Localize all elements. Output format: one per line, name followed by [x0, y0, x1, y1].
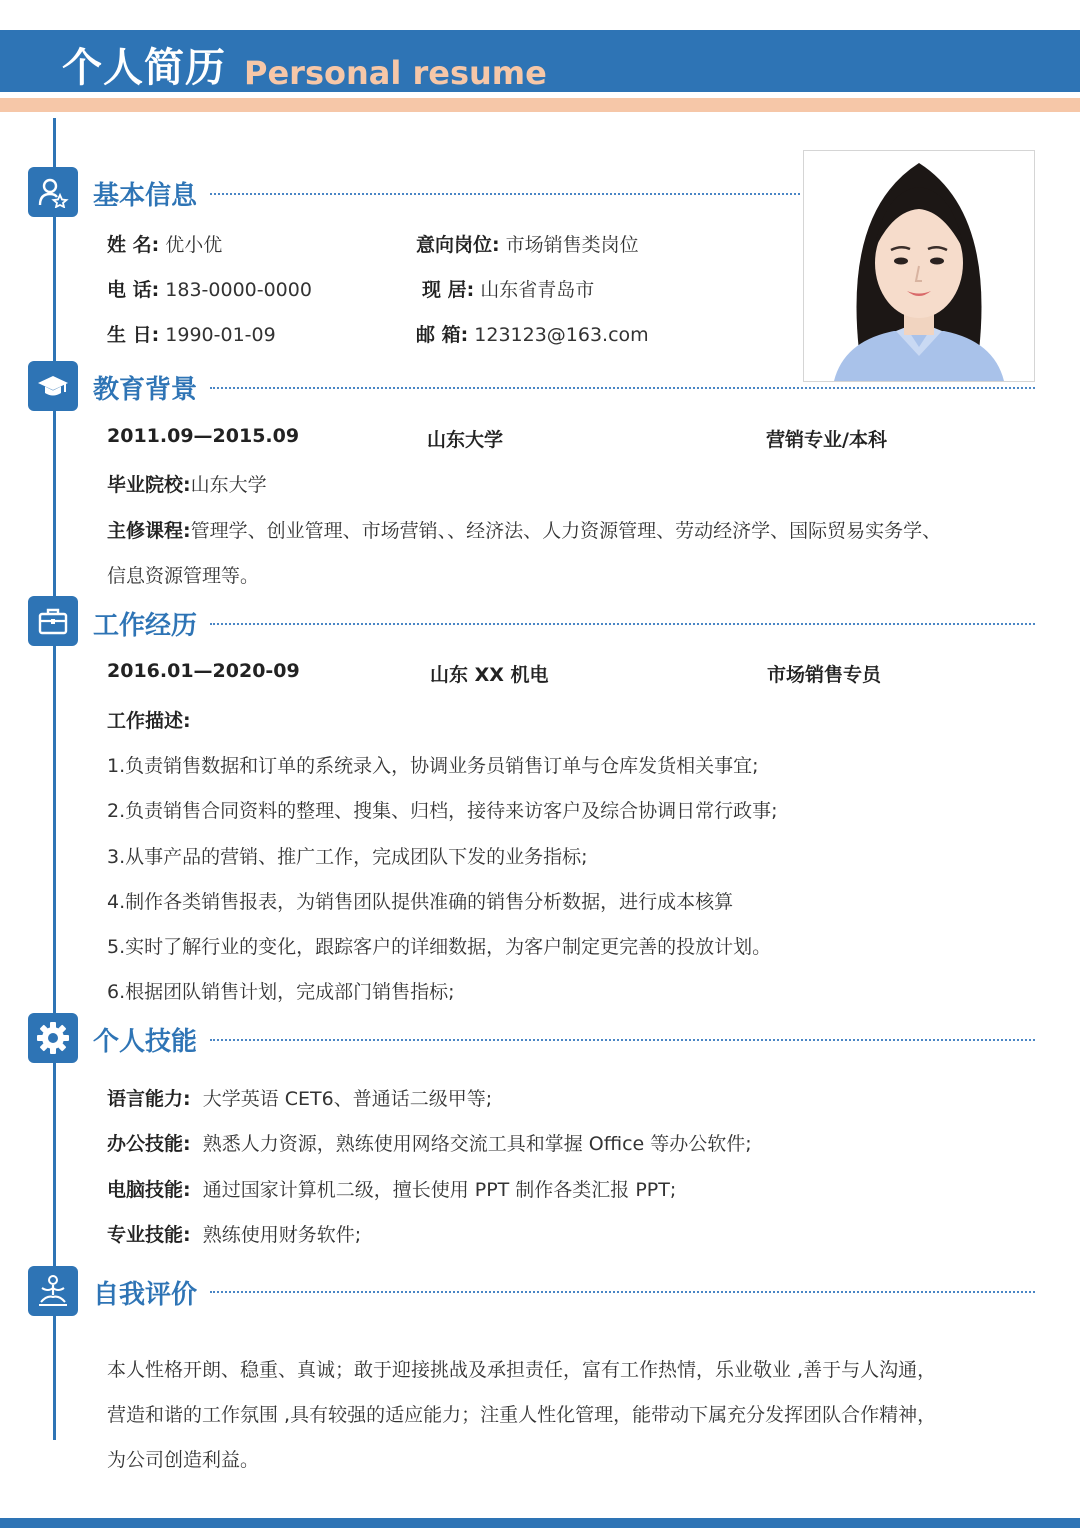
work-item: 2.负责销售合同资料的整理、搜集、归档，接待来访客户及综合协调日常行政事;	[107, 800, 778, 822]
work-company: 山东 XX 机电	[430, 664, 549, 686]
evaluation-line: 营造和谐的工作氛围 ,具有较强的适应能力；注重人性化管理，能带动下属充分发挥团队合作精神，	[107, 1404, 937, 1426]
skill-row	[107, 1220, 361, 1247]
courses-line-2: 信息资源管理等。	[107, 565, 260, 587]
residence-row	[422, 275, 594, 302]
evaluation-line: 本人性格开朗、稳重、真诚；敢于迎接挑战及承担责任，富有工作热情，乐业敬业 ,善于与人沟通，	[107, 1359, 937, 1381]
position-value: 市场销售类岗位	[505, 234, 639, 256]
work-item: 1.负责销售数据和订单的系统录入，协调业务员销售订单与仓库发货相关事宜;	[107, 755, 759, 777]
skill-value: 大学英语 CET6、普通话二级甲等;	[202, 1088, 493, 1110]
work-item: 5.实时了解行业的变化，跟踪客户的详细数据，为客户制定更完善的投放计划。	[107, 936, 772, 958]
section-divider	[210, 623, 1035, 625]
skill-label: 办公技能:	[107, 1133, 191, 1155]
phone-label: 电 话:	[107, 279, 160, 301]
briefcase-icon	[28, 596, 78, 646]
residence-label: 现 居:	[422, 279, 475, 301]
work-item: 4.制作各类销售报表，为销售团队提供准确的销售分析数据，进行成本核算	[107, 891, 734, 913]
profile-photo	[803, 150, 1035, 382]
email-value: 123123@163.com	[474, 324, 649, 346]
position-label: 意向岗位:	[416, 234, 500, 256]
education-period: 2011.09—2015.09	[107, 425, 300, 447]
position-row	[416, 230, 639, 257]
section-title-evaluation: 自我评价	[93, 1280, 198, 1310]
resume-subtitle: Personal resume	[244, 54, 547, 92]
skill-value: 熟悉人力资源，熟练使用网络交流工具和掌握 Office 等办公软件;	[202, 1133, 752, 1155]
skill-label: 电脑技能:	[107, 1179, 191, 1201]
work-role: 市场销售专员	[767, 664, 882, 686]
work-item: 6.根据团队销售计划，完成部门销售指标;	[107, 981, 455, 1003]
meditation-person-icon	[28, 1266, 78, 1316]
residence-value: 山东省青岛市	[480, 279, 595, 301]
skill-label: 专业技能:	[107, 1224, 191, 1246]
graduation-value: 山东大学	[190, 474, 267, 496]
education-school: 山东大学	[427, 429, 504, 451]
section-divider	[210, 193, 800, 195]
phone-value: 183-0000-0000	[165, 279, 312, 301]
section-title-education: 教育背景	[93, 375, 198, 405]
section-divider	[210, 1039, 1035, 1041]
work-period: 2016.01—2020-09	[107, 660, 300, 682]
work-item: 3.从事产品的营销、推广工作，完成团队下发的业务指标;	[107, 846, 588, 868]
name-row	[107, 230, 222, 257]
birth-value: 1990-01-09	[165, 324, 276, 346]
evaluation-line: 为公司创造利益。	[107, 1449, 260, 1471]
user-star-icon	[28, 167, 78, 217]
timeline-line	[53, 118, 56, 1440]
section-title-basic: 基本信息	[93, 181, 198, 211]
section-title-work: 工作经历	[93, 611, 198, 641]
email-label: 邮 箱:	[416, 324, 469, 346]
work-desc-label: 工作描述:	[107, 710, 191, 732]
courses-line-1: 管理学、创业管理、市场营销、、经济法、人力资源管理、劳动经济学、国际贸易实务学、	[190, 520, 942, 542]
courses-label: 主修课程:	[107, 520, 191, 542]
graduation-cap-icon	[28, 361, 78, 411]
skill-row	[107, 1129, 752, 1156]
header-stripe	[0, 98, 1080, 112]
name-value: 优小优	[165, 234, 223, 256]
skill-row	[107, 1084, 492, 1111]
graduation-row	[107, 470, 267, 497]
skill-label: 语言能力:	[107, 1088, 191, 1110]
gear-icon	[28, 1013, 78, 1063]
resume-title: 个人简历	[62, 45, 226, 91]
section-title-skills: 个人技能	[93, 1027, 198, 1057]
graduation-label: 毕业院校:	[107, 474, 191, 496]
footer-bar	[0, 1518, 1080, 1528]
courses-row	[107, 516, 941, 543]
skill-value: 熟练使用财务软件;	[202, 1224, 362, 1246]
email-row	[416, 320, 649, 347]
skill-row	[107, 1175, 676, 1202]
skill-value: 通过国家计算机二级，擅长使用 PPT 制作各类汇报 PPT;	[202, 1179, 677, 1201]
birth-label: 生 日:	[107, 324, 160, 346]
education-major: 营销专业/本科	[766, 429, 887, 451]
section-divider	[210, 1291, 1035, 1293]
name-label: 姓 名:	[107, 234, 160, 256]
birth-row	[107, 320, 276, 347]
section-divider	[210, 387, 1035, 389]
phone-row	[107, 275, 312, 302]
